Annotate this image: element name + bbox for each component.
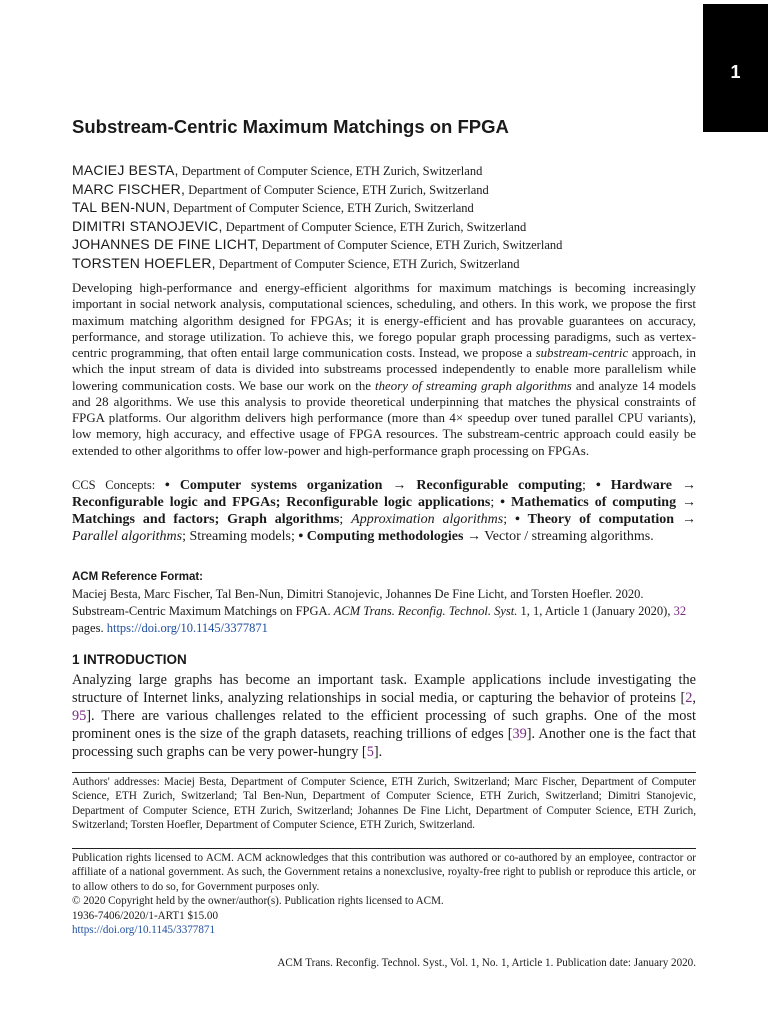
ccs-concept: • Mathematics of computing → Matchings and factors; Graph algorithms — [72, 495, 697, 527]
author-affiliation: Department of Computer Science, ETH Zurich, Switzerland — [222, 219, 527, 234]
footnote-divider — [72, 772, 696, 773]
ccs-separator: ; — [581, 478, 596, 493]
author-name: MARC FISCHER, — [72, 180, 186, 197]
ccs-text: Vector / streaming algorithms. — [480, 529, 654, 544]
issn-line: 1936-7406/2020/1-ART1 $15.00 — [72, 909, 219, 922]
author-entry — [72, 235, 712, 254]
intro-text: ]. There are various challenges related to the efficient processing of such graphs. One of the most prominent ones is the size of the graph datasets, reaching trillions of edges [ — [72, 708, 696, 742]
citation-link[interactable]: 5 — [366, 744, 374, 760]
rights-footnote — [72, 851, 696, 937]
intro-text: Analyzing large graphs has become an important task. Example applications include investigating the structure of Internet links, analyzing relationships in social media, or capturing the behavior of proteins [ — [72, 672, 696, 706]
author-entry — [72, 254, 712, 273]
reference-text — [72, 586, 696, 637]
citation-link[interactable]: 39 — [512, 726, 527, 742]
citation-link[interactable]: 95 — [72, 708, 87, 724]
rights-divider — [72, 848, 696, 849]
section-heading: 1 INTRODUCTION — [72, 652, 187, 667]
ccs-concept: • Computing methodologies → — [298, 529, 481, 544]
reference-citation: pages. — [72, 621, 107, 635]
abstract-emphasis: theory of streaming graph algorithms — [375, 378, 572, 393]
ccs-concept-minor: Approximation algorithms — [351, 512, 504, 527]
page-count-link[interactable]: 32 — [673, 604, 687, 618]
ccs-concept: • Computer systems organization → Reconfigurable computing — [164, 478, 582, 493]
author-name: DIMITRI STANOJEVIC, — [72, 217, 223, 234]
citation-link[interactable]: 2 — [685, 690, 693, 706]
reference-heading: ACM Reference Format: — [72, 571, 203, 583]
ccs-separator: ; — [339, 512, 352, 527]
author-entry — [72, 180, 712, 199]
ccs-concept: • Theory of computation → — [515, 512, 697, 527]
page-number: 1 — [730, 62, 741, 82]
journal-name: ACM Trans. Reconfig. Technol. Syst. — [333, 604, 518, 618]
author-affiliation: Department of Computer Science, ETH Zurich, Switzerland — [170, 201, 474, 216]
running-footer: ACM Trans. Reconfig. Technol. Syst., Vol. 1, No. 1, Article 1. Publication date: January 2020. — [277, 957, 696, 969]
intro-text: , — [692, 690, 696, 706]
abstract — [72, 280, 696, 459]
author-name: MACIEJ BESTA, — [72, 162, 179, 178]
copyright-line: © 2020 Copyright held by the owner/author(s). Publication rights licensed to ACM. — [72, 895, 444, 908]
author-entry — [72, 198, 712, 217]
author-name: TAL BEN-NUN, — [72, 199, 171, 216]
author-name: JOHANNES DE FINE LICHT, — [72, 236, 259, 253]
author-affiliation: Department of Computer Science, ETH Zurich, Switzerland — [178, 164, 483, 178]
ccs-concept: • Hardware → Reconfigurable logic and FPGAs; Reconfigurable logic applications — [72, 478, 697, 510]
intro-paragraph — [72, 671, 696, 761]
author-list — [72, 161, 712, 273]
abstract-emphasis: substream-centric — [535, 346, 629, 360]
intro-text: ]. Another one is the fact that processing such graphs can be very power-hungry [ — [72, 726, 696, 760]
reference-citation: 1, 1, Article 1 (January 2020), — [517, 604, 674, 618]
acm-reference-format — [72, 569, 696, 637]
author-entry — [72, 161, 712, 180]
rights-statement: Publication rights licensed to ACM. ACM acknowledges that this contribution was authored or co-authored by an employee, contractor or affiliate of a national government. As such, the Government retains a nonexclusive, royalty-free right to publish or reproduce this article, or to allow others to do so, for Government purposes only. — [72, 852, 696, 893]
abstract-text: approach, in which the input stream of data is divided into substreams processed independently to enable more parallelism while lowering communication costs. We base our work on the — [72, 346, 696, 393]
authors-addresses-footnote: Authors' addresses: Maciej Besta, Department of Computer Science, ETH Zurich, Switzerland; Marc Fischer, Department of Computer Science, ETH Zurich, Switzerland; Tal Ben-Nun, Department of Computer Science, ETH Zurich, Switzerland; Dimitri Stanojevic, Department of Computer Science, ETH Zurich, Switzerland; Johannes De Fine Licht, Department of Computer Science, ETH Zurich, Switzerland; Torsten Hoefler, Department of Computer Science, ETH Zurich, Switzerland. — [72, 776, 696, 832]
ccs-separator: ; — [490, 495, 501, 510]
paper-title: Substream-Centric Maximum Matchings on FPGA — [72, 116, 509, 137]
ccs-label: CCS Concepts: — [72, 478, 165, 492]
footer-doi-link[interactable]: https://doi.org/10.1145/3377871 — [72, 924, 215, 937]
doi-link[interactable]: https://doi.org/10.1145/3377871 — [106, 621, 268, 635]
author-name: TORSTEN HOEFLER, — [72, 254, 216, 271]
intro-text: ]. — [373, 744, 383, 760]
author-affiliation: Department of Computer Science, ETH Zurich, Switzerland — [258, 238, 563, 253]
ccs-concept-minor: Parallel algorithms — [72, 529, 183, 544]
ccs-concepts — [72, 477, 696, 545]
reference-citation: Maciej Besta, Marc Fischer, Tal Ben-Nun, Dimitri Stanojevic, Johannes De Fine Licht, and Torsten Hoefler. 2020. Substream-Centric Maximum Matchings on FPGA. — [72, 587, 644, 618]
ccs-separator: ; — [503, 512, 516, 527]
ccs-separator: ; Streaming models; — [182, 529, 299, 544]
abstract-text: Developing high-performance and energy-efficient algorithms for maximum matchings is becoming increasingly important in social network analysis, computational sciences, scheduling, and others. In this work, we propose the first maximum matching algorithm designed for FPGAs; it is energy-efficient and has provable guarantees on accuracy, performance, and storage utilization. To achieve this, we forego popular graph processing paradigms, such as vertex-centric programming, that often entail large communication costs. Instead, we propose a — [72, 281, 696, 360]
author-entry — [72, 217, 712, 236]
author-affiliation: Department of Computer Science, ETH Zurich, Switzerland — [215, 256, 520, 271]
author-affiliation: Department of Computer Science, ETH Zurich, Switzerland — [185, 182, 489, 197]
page-number-tab — [703, 4, 768, 132]
abstract-text: and analyze 14 models and 28 algorithms. We use this analysis to provide theoretical underpinning that matches the physical constraints of FPGA platforms. Our algorithm delivers high performance (more than 4× speedup over tuned parallel CPU variants), low memory, high accuracy, and effective usage of FPGA resources. The substream-centric approach could easily be extended to other algorithms to offer low-power and high-performance graph processing on FPGAs. — [72, 378, 696, 458]
